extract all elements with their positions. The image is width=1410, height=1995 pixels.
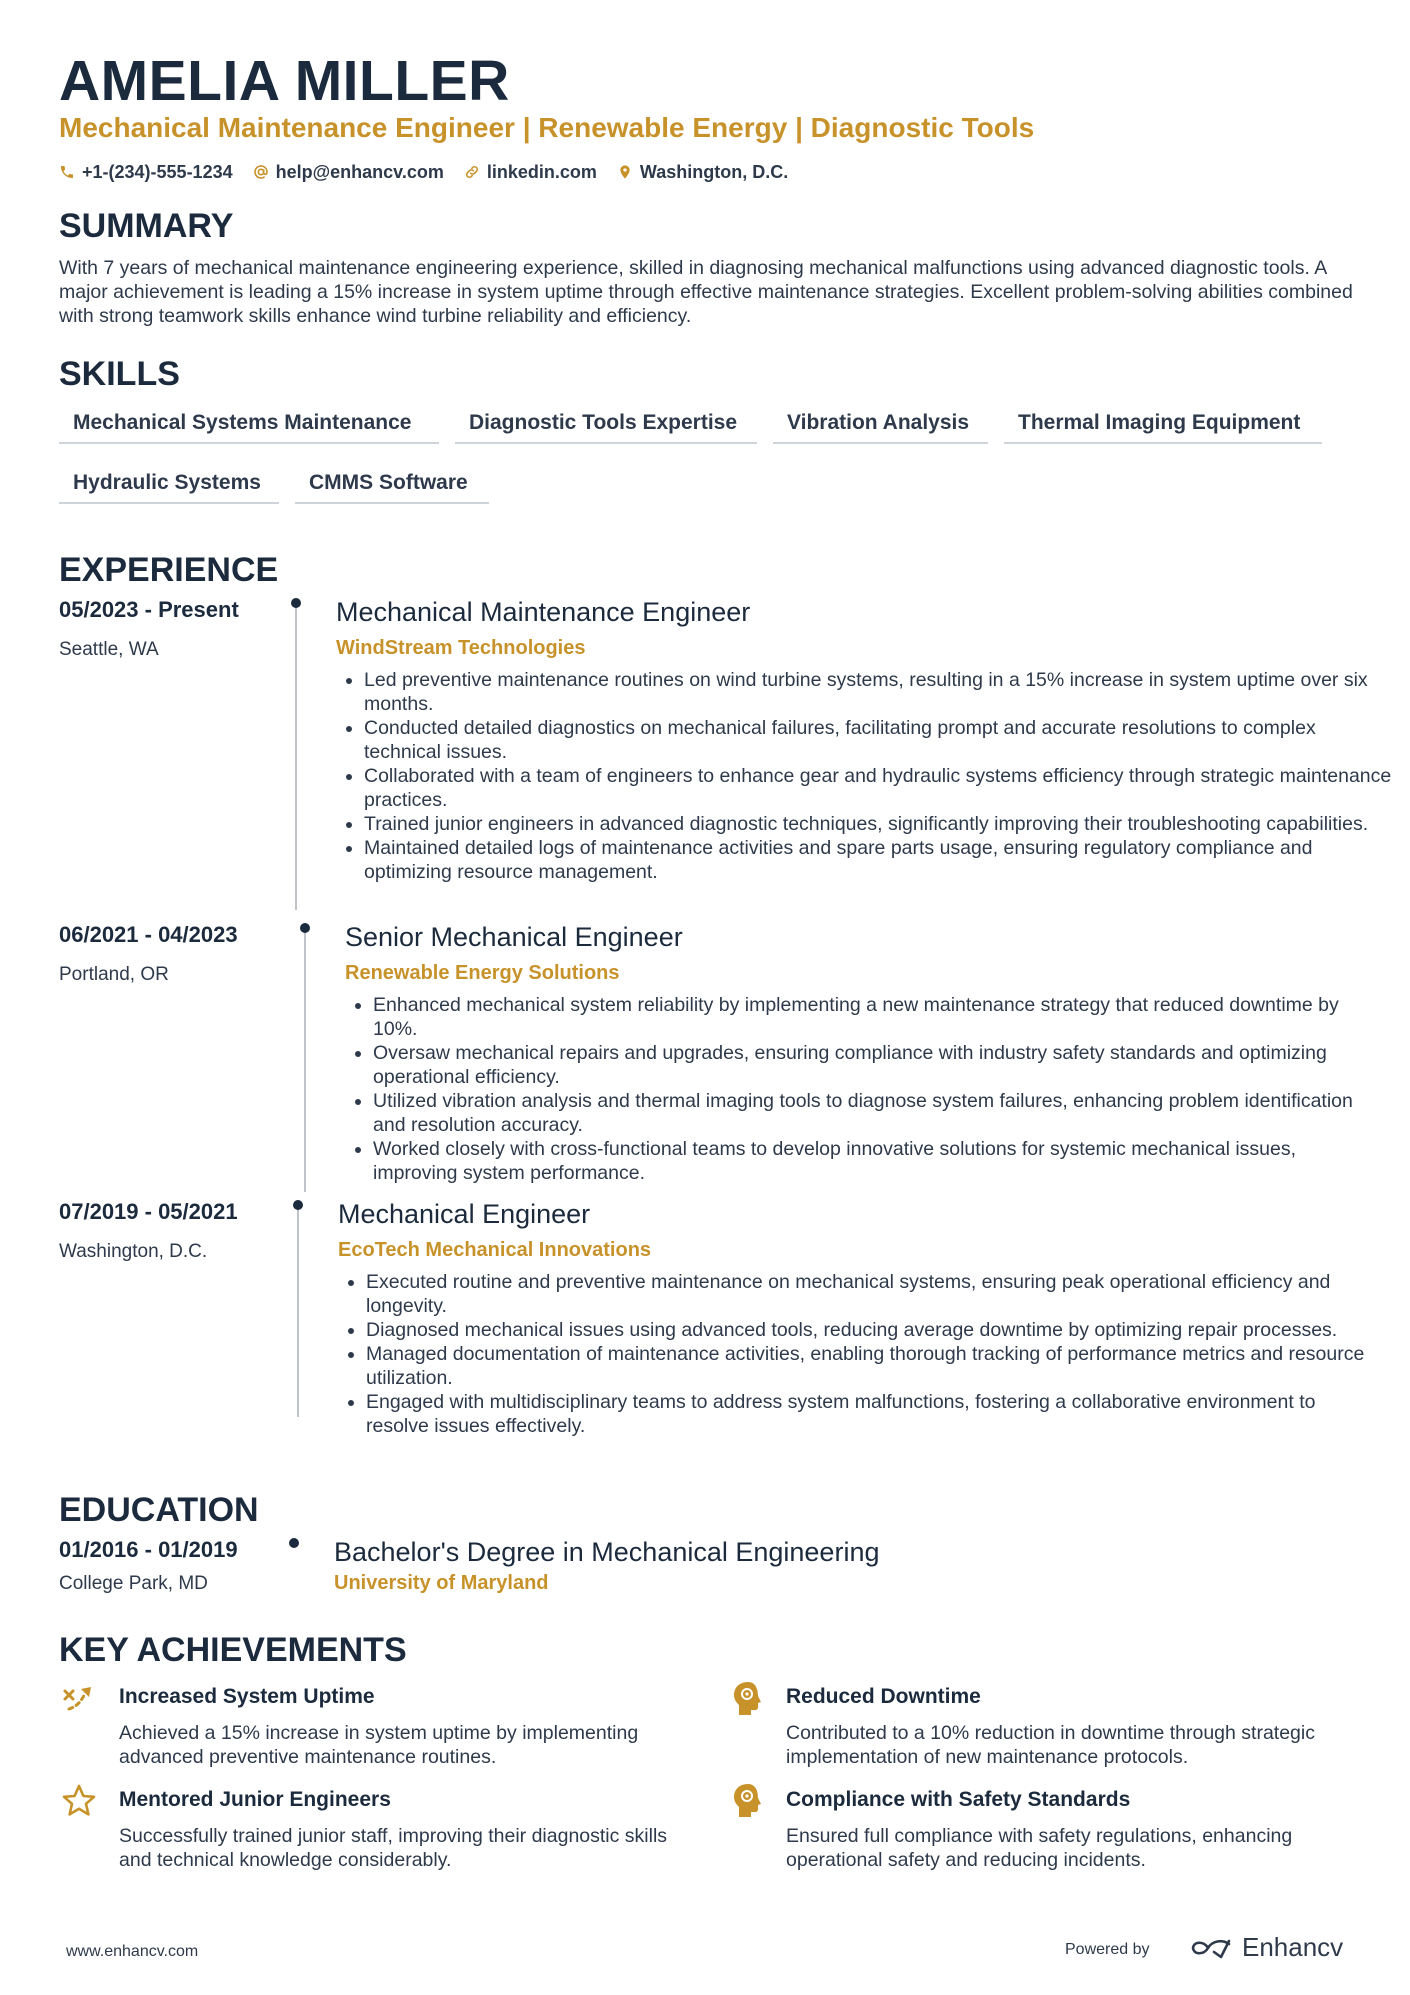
summary-heading: SUMMARY bbox=[59, 207, 234, 245]
phone-text: +1-(234)-555-1234 bbox=[82, 161, 233, 182]
achievement-title: Mentored Junior Engineers bbox=[119, 1788, 391, 1811]
enhancv-logo-icon bbox=[1188, 1935, 1234, 1961]
list-item: • Oversaw mechanical repairs and upgrades, ensuring compliance with industry safety standards and optimizing operational efficiency. bbox=[373, 1041, 1373, 1089]
footer-powered-by: Powered by bbox=[1065, 1941, 1150, 1958]
location-text: Washington, D.C. bbox=[639, 161, 789, 182]
job-location: Portland, OR bbox=[59, 964, 169, 985]
at-icon bbox=[253, 164, 269, 180]
job-company: EcoTech Mechanical Innovations bbox=[338, 1239, 652, 1261]
job-role: Senior Mechanical Engineer bbox=[345, 922, 683, 952]
link-icon bbox=[464, 164, 480, 180]
contact-bar bbox=[59, 160, 808, 184]
list-item: • Enhanced mechanical system reliability by implementing a new maintenance strategy that reduced downtime by 10%. bbox=[373, 993, 1373, 1041]
timeline-line bbox=[304, 930, 306, 1192]
contact-linkedin[interactable] bbox=[464, 162, 597, 183]
timeline-dot bbox=[291, 598, 301, 608]
job-location: Washington, D.C. bbox=[59, 1241, 208, 1262]
job-dates: 06/2021 - 04/2023 bbox=[59, 922, 238, 947]
timeline-dot bbox=[289, 1538, 299, 1548]
location-pin-icon bbox=[617, 164, 633, 180]
achievement-desc: Ensured full compliance with safety regulations, enhancing operational safety and reducing incidents. bbox=[786, 1825, 1293, 1871]
achievement-desc: Successfully trained junior staff, improving their diagnostic skills and technical knowledge considerably. bbox=[119, 1825, 668, 1871]
school: University of Maryland bbox=[334, 1572, 549, 1594]
phone-icon bbox=[59, 164, 75, 180]
job-dates: 07/2019 - 05/2021 bbox=[59, 1199, 238, 1224]
list-item: • Trained junior engineers in advanced diagnostic techniques, significantly improving their troubleshooting capabilities. bbox=[364, 812, 1396, 836]
timeline-dot bbox=[293, 1200, 303, 1210]
job-role: Mechanical Engineer bbox=[338, 1199, 591, 1229]
achievement-title: Increased System Uptime bbox=[119, 1685, 375, 1708]
list-item: • Managed documentation of maintenance activities, enabling thorough tracking of performance metrics and resource utilization. bbox=[366, 1342, 1366, 1390]
degree: Bachelor's Degree in Mechanical Engineering bbox=[334, 1537, 880, 1567]
job-bullets bbox=[336, 668, 1396, 884]
skills-heading: SKILLS bbox=[59, 355, 180, 393]
footer-website[interactable]: www.enhancv.com bbox=[66, 1943, 199, 1960]
job-dates: 05/2023 - Present bbox=[59, 597, 239, 622]
contact-location bbox=[617, 162, 788, 183]
experience-heading: EXPERIENCE bbox=[59, 551, 279, 589]
job-location: Seattle, WA bbox=[59, 639, 159, 660]
education-location: College Park, MD bbox=[59, 1573, 208, 1594]
job-company: Renewable Energy Solutions bbox=[345, 962, 620, 984]
list-item: • Worked closely with cross-functional teams to develop innovative solutions for systemic mechanical issues, improving system performance. bbox=[373, 1137, 1373, 1185]
achievement-title: Compliance with Safety Standards bbox=[786, 1788, 1131, 1811]
linkedin-text: linkedin.com bbox=[486, 161, 597, 182]
job-role: Mechanical Maintenance Engineer bbox=[336, 597, 751, 627]
skill-tag: Vibration Analysis bbox=[773, 406, 988, 444]
education-heading: EDUCATION bbox=[59, 1491, 259, 1529]
list-item: • Engaged with multidisciplinary teams to address system malfunctions, fostering a collaborative environment to resolve issues effectively. bbox=[366, 1390, 1366, 1438]
list-item: • Led preventive maintenance routines on wind turbine systems, resulting in a 15% increase in system uptime over six months. bbox=[364, 668, 1396, 716]
timeline-line bbox=[295, 605, 297, 910]
achievement-title: Reduced Downtime bbox=[786, 1685, 981, 1708]
list-item: • Utilized vibration analysis and thermal imaging tools to diagnose system failures, enhancing problem identification and resolution accuracy. bbox=[373, 1089, 1373, 1137]
timeline-line bbox=[297, 1207, 299, 1417]
list-item: • Collaborated with a team of engineers to enhance gear and hydraulic systems efficiency through strategic maintenance practices. bbox=[364, 764, 1396, 812]
achievement-desc: Achieved a 15% increase in system uptime by implementing advanced preventive maintenance routines. bbox=[119, 1722, 639, 1768]
job-bullets bbox=[338, 1270, 1366, 1438]
contact-phone[interactable] bbox=[59, 162, 233, 183]
skill-tag: Diagnostic Tools Expertise bbox=[455, 406, 757, 444]
job-company: WindStream Technologies bbox=[336, 637, 586, 659]
list-item: • Diagnosed mechanical issues using advanced tools, reducing average downtime by optimizing repair processes. bbox=[366, 1318, 1366, 1342]
head-icon bbox=[730, 1781, 766, 1821]
enhancv-logo[interactable] bbox=[1188, 1932, 1343, 1963]
contact-email[interactable] bbox=[253, 162, 444, 183]
job-bullets bbox=[345, 993, 1373, 1185]
list-item: • Executed routine and preventive maintenance on mechanical systems, ensuring peak operational efficiency and longevity. bbox=[366, 1270, 1366, 1318]
list-item: • Maintained detailed logs of maintenance activities and spare parts usage, ensuring regulatory compliance and optimizing resource management. bbox=[364, 836, 1396, 884]
achievements-heading: KEY ACHIEVEMENTS bbox=[59, 1631, 407, 1669]
star-icon bbox=[61, 1783, 97, 1819]
skill-tag: Hydraulic Systems bbox=[59, 466, 279, 504]
achievement-desc: Contributed to a 10% reduction in downtime through strategic implementation of new maintenance protocols. bbox=[786, 1722, 1315, 1768]
candidate-name: AMELIA MILLER bbox=[59, 49, 510, 113]
head-icon bbox=[730, 1679, 766, 1719]
skill-tag: CMMS Software bbox=[295, 466, 489, 504]
summary-text: With 7 years of mechanical maintenance engineering experience, skilled in diagnosing mechanical malfunctions using advanced diagnostic tools. A major achievement is leading a 15% increase in system uptime through effective maintenance strategies. Excellent problem-solving abilities combined with strong teamwork skills enhance wind turbine reliability and efficiency. bbox=[59, 257, 1353, 327]
skill-tag: Thermal Imaging Equipment bbox=[1004, 406, 1322, 444]
list-item: • Conducted detailed diagnostics on mechanical failures, facilitating prompt and accurate resolutions to complex technical issues. bbox=[364, 716, 1396, 764]
enhancv-brand: Enhancv bbox=[1242, 1932, 1344, 1962]
skill-tag: Mechanical Systems Maintenance bbox=[59, 406, 439, 444]
education-dates: 01/2016 - 01/2019 bbox=[59, 1537, 238, 1562]
email-text: help@enhancv.com bbox=[275, 161, 444, 182]
timeline-dot bbox=[300, 923, 310, 933]
rocket-icon bbox=[61, 1681, 97, 1717]
headline: Mechanical Maintenance Engineer | Renewable Energy | Diagnostic Tools bbox=[59, 112, 1035, 143]
